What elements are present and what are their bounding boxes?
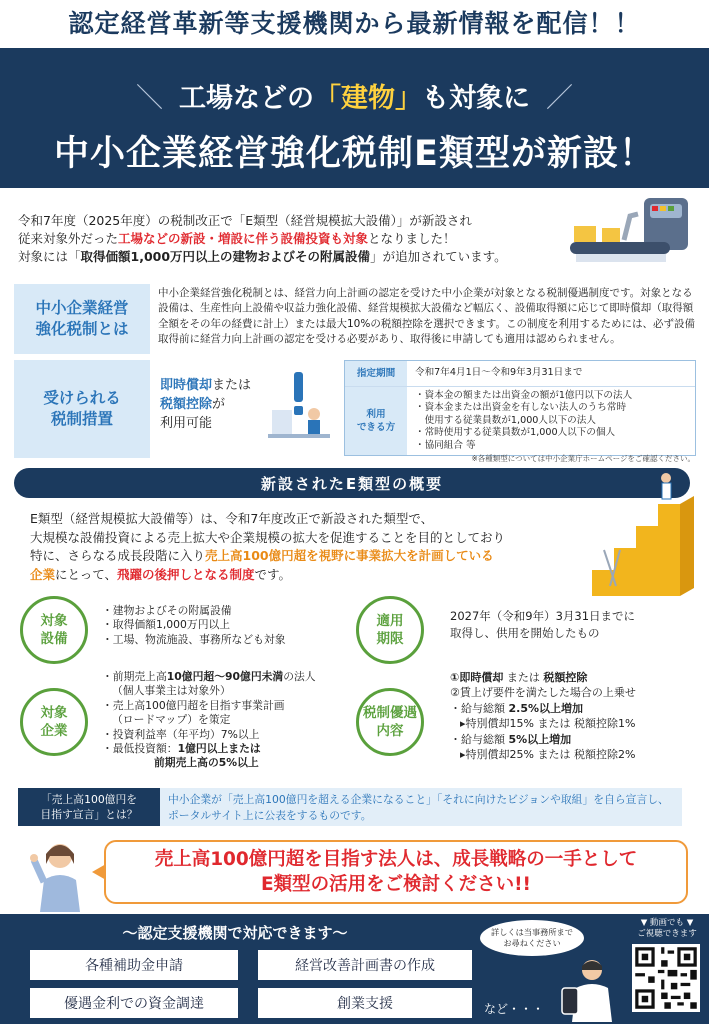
user-header — [345, 387, 407, 456]
qr-code-icon[interactable] — [632, 944, 700, 1012]
woman-pointing-icon — [26, 836, 92, 912]
callout-line2: E類型の活用をご検討ください!! — [260, 874, 531, 895]
tc-l6-bold: 1億円以上または — [177, 742, 261, 756]
user-header-line1: 利用 — [366, 408, 386, 420]
hero-line1-after: も対象に — [422, 83, 530, 114]
period-table — [344, 360, 696, 456]
period-header: 指定期間 — [345, 361, 407, 386]
tax-text — [450, 670, 636, 762]
user-item: ・協同組合 等 — [415, 439, 476, 451]
definition-text: 中小企業経営強化税制とは、経営力向上計画の認定を受けた中小企業が対象となる税制優遇制度です。対象となる設備は、生産性向上設備や収益力強化設備、経営規模拡大設備など幅広く、設備取得額に応じて即時償却（取得額全額をその年の経費に計上）または最大10%の税額控除を選択できます。この制度を利用するためには、必ず設備取得前に経営力向上計画の認定を受ける必要があり、取得後に申請しても適用は認められません。 — [158, 287, 695, 346]
target-equipment-label1: 対象 — [40, 613, 68, 629]
intro-line3-after: 」が追加されています。 — [370, 249, 507, 264]
overview-line4 — [30, 566, 590, 585]
intro-line2-after: となりました！ — [368, 231, 456, 246]
tax-l6: ▸特別償却25% または 税額控除2% — [460, 748, 636, 762]
target-equipment-line: ・建物およびその附属設備 — [102, 604, 232, 617]
speech-bubble — [480, 920, 584, 956]
benefit-text — [160, 376, 251, 433]
intro-line2-red: 工場などの新設・増設に伴う設備投資も対象 — [118, 231, 369, 246]
tc-l4: （ロードマップ）を策定 — [112, 713, 231, 727]
benefit-text1: または — [212, 378, 252, 393]
top-banner — [0, 0, 709, 44]
benefit-blue1: 即時償却 — [160, 378, 213, 393]
hero-line1 — [0, 76, 709, 115]
declaration-label — [18, 788, 160, 826]
footer-title: ～認定支援機関で対応できます～ — [122, 924, 348, 942]
user-items — [407, 387, 695, 456]
tax-l5-bold: 5%以上増加 — [508, 732, 572, 746]
man-with-phone-icon — [550, 958, 622, 1022]
tax-l1-bold2: 税額控除 — [543, 671, 588, 684]
tax-l3-bold: 2.5%以上増加 — [508, 701, 584, 715]
overview-line4-orange: 企業 — [30, 566, 56, 582]
etc-text: など・・・ — [484, 1002, 545, 1016]
intro-line3 — [18, 248, 558, 266]
tc-l5: ・投資利益率（年平均）7%以上 — [102, 727, 260, 741]
period-label2: 期限 — [376, 631, 404, 647]
user-item: 使用する従業員数が1,000人以下の法人 — [415, 414, 596, 426]
tc-l1-after: の法人 — [283, 670, 316, 683]
target-equipment-line: ・工場、物流施設、事務所なども対象 — [102, 632, 286, 646]
overview-title: 新設されたE類型の概要 — [260, 474, 444, 493]
definition-label — [14, 284, 150, 354]
target-company-label1: 対象 — [40, 705, 68, 721]
tax-l2: ②賃上げ要件を満たした場合の上乗せ — [450, 686, 636, 700]
intro-line2 — [18, 230, 558, 248]
benefit-blue2: 税額控除 — [160, 397, 213, 412]
hero-banner — [0, 48, 709, 188]
callout-bubble — [104, 840, 688, 904]
speech-line2: お尋ねください — [503, 938, 561, 948]
tc-l6 — [102, 742, 316, 756]
tax-label2: 内容 — [376, 723, 404, 739]
measures-label-line2: 税制措置 — [50, 410, 113, 428]
tc-l1-before: ・前期売上高 — [102, 670, 167, 683]
service-subsidy: 各種補助金申請 — [30, 950, 238, 980]
intro-line3-bold: 取得価額1,000万円以上の建物およびその附属設備 — [80, 249, 371, 264]
definition-label-line2: 強化税制とは — [35, 320, 129, 338]
user-row — [345, 387, 695, 456]
service-financing: 優遇金利での資金調達 — [30, 988, 238, 1018]
video-note — [630, 918, 704, 940]
benefit-text3: 利用可能 — [160, 416, 213, 431]
period-label1: 適用 — [376, 613, 404, 629]
declaration-text: 中小企業が「売上高100億円を超える企業になること」「それに向けたビジョンや取組」を自ら宣言し、ポータルサイト上に公表をするものです。 — [168, 793, 669, 822]
overview-line4-mid: にとって、 — [55, 566, 118, 582]
note-text: ※各種類型については中小企業庁ホームページをご確認ください。 — [471, 454, 695, 463]
declaration-box — [18, 788, 682, 826]
speech-line1: 詳しくは当事務所まで — [491, 927, 573, 937]
target-company-text — [102, 670, 316, 771]
tc-l2: （個人事業主は対象外） — [112, 684, 231, 698]
tax-l4: ▸特別償却15% または 税額控除1% — [460, 717, 636, 731]
video-line2: ご視聴できます — [637, 929, 697, 939]
service-startup: 創業支援 — [258, 988, 472, 1018]
benefit-text2: が — [212, 397, 226, 412]
period-value: 令和7年4月1日～令和9年3月31日まで — [415, 367, 583, 378]
declaration-label-line2: 目指す宣言」とは？ — [40, 808, 138, 821]
intro-text — [18, 212, 558, 266]
period-line: 2027年（令和9年）3月31日までに — [450, 609, 636, 623]
overview-line3 — [30, 547, 590, 566]
target-equipment-line: ・取得価額1,000万円以上 — [102, 618, 231, 632]
slash-right-icon: ／ — [546, 83, 573, 114]
tc-l1-bold: 10億円超～90億円未満 — [166, 670, 284, 683]
intro-line2-before: 従来対象外だった — [18, 231, 119, 246]
slash-left-icon: ＼ — [136, 83, 163, 114]
tax-badge — [356, 688, 424, 756]
target-equipment-badge — [20, 596, 88, 664]
period-line: 取得し、供用を開始したもの — [450, 626, 600, 640]
period-badge — [356, 596, 424, 664]
user-item: ・資本金の額または出資金の額が1億円以下の法人 — [415, 389, 633, 401]
tax-label1: 税制優遇 — [363, 705, 417, 721]
target-equipment-text — [102, 604, 286, 647]
callout-line1: 売上高100億円超を目指す法人は、成長戦略の一手として — [154, 849, 638, 870]
tax-l1 — [450, 670, 636, 685]
overview-line3-orange: 売上高100億円超を視野に事業拡大を計画している — [205, 548, 494, 563]
tax-l1-mid: または — [506, 671, 540, 684]
measures-label-line1: 受けられる — [43, 389, 121, 407]
target-company-label2: 企業 — [40, 723, 68, 739]
hero-line1-highlight: 「建物」 — [314, 83, 422, 114]
period-text — [450, 608, 635, 642]
tax-l1-bold1: ①即時償却 — [450, 671, 504, 684]
overview-line1: E類型（経営規模拡大設備等）は、令和7年度改正で新設された類型で、 — [30, 511, 434, 526]
overview-text — [30, 510, 590, 584]
intro-line1: 令和7年度（2025年度）の税制改正で「E類型（経営規模拡大設備）」が新設され — [18, 213, 472, 228]
user-header-line2: できる方 — [356, 421, 396, 433]
factory-conveyor-icon — [566, 192, 698, 274]
intro-line3-before: 対象には「 — [18, 249, 81, 264]
target-company-line1 — [102, 670, 316, 684]
tax-l5-before: ・給与総額 — [450, 732, 505, 746]
tax-l3 — [450, 701, 636, 716]
declaration-label-line1: 「売上高100億円を — [40, 793, 138, 806]
measures-label — [14, 360, 150, 458]
overview-line4-red: 飛躍の後押しとなる制度 — [117, 566, 255, 582]
definition-label-line1: 中小企業経営 — [35, 299, 129, 317]
tc-l3: ・売上高100億円超を目指す事業計画 — [102, 698, 285, 712]
tc-l6-before: ・最低投資額： — [102, 742, 178, 756]
video-line1: ▼ 動画でも ▼ — [640, 918, 694, 928]
hero-line1-before: 工場などの — [179, 83, 314, 114]
period-row — [345, 361, 695, 387]
overview-line2: 大規模な設備投資による売上拡大や企業規模の拡大を促進することを目的としており — [30, 529, 506, 545]
target-equipment-label2: 設備 — [40, 631, 68, 647]
user-item: ・常時使用する従業員数が1,000人以下の個人 — [415, 427, 616, 438]
overview-line4-after: です。 — [254, 566, 292, 582]
service-improvement-plan: 経営改善計画書の作成 — [258, 950, 472, 980]
person-with-exclamation-icon — [264, 368, 334, 444]
tc-l7-bold: 前期売上高の5%以上 — [154, 756, 259, 770]
user-item: ・資本金または出資金を有しない法人のうち常時 — [415, 402, 627, 413]
top-banner-text: 認定経営革新等支援機関から最新情報を配信！！ — [68, 9, 641, 38]
tax-l5 — [450, 732, 636, 747]
gold-stairs-trophy-icon — [584, 466, 704, 600]
tax-l3-before: ・給与総額 — [450, 701, 505, 715]
overview-line3-before: 特に、さらなる成長段階に入り — [30, 548, 206, 563]
target-company-badge — [20, 688, 88, 756]
hero-title: 中小企業経営強化税制E類型が新設！ — [54, 134, 655, 174]
